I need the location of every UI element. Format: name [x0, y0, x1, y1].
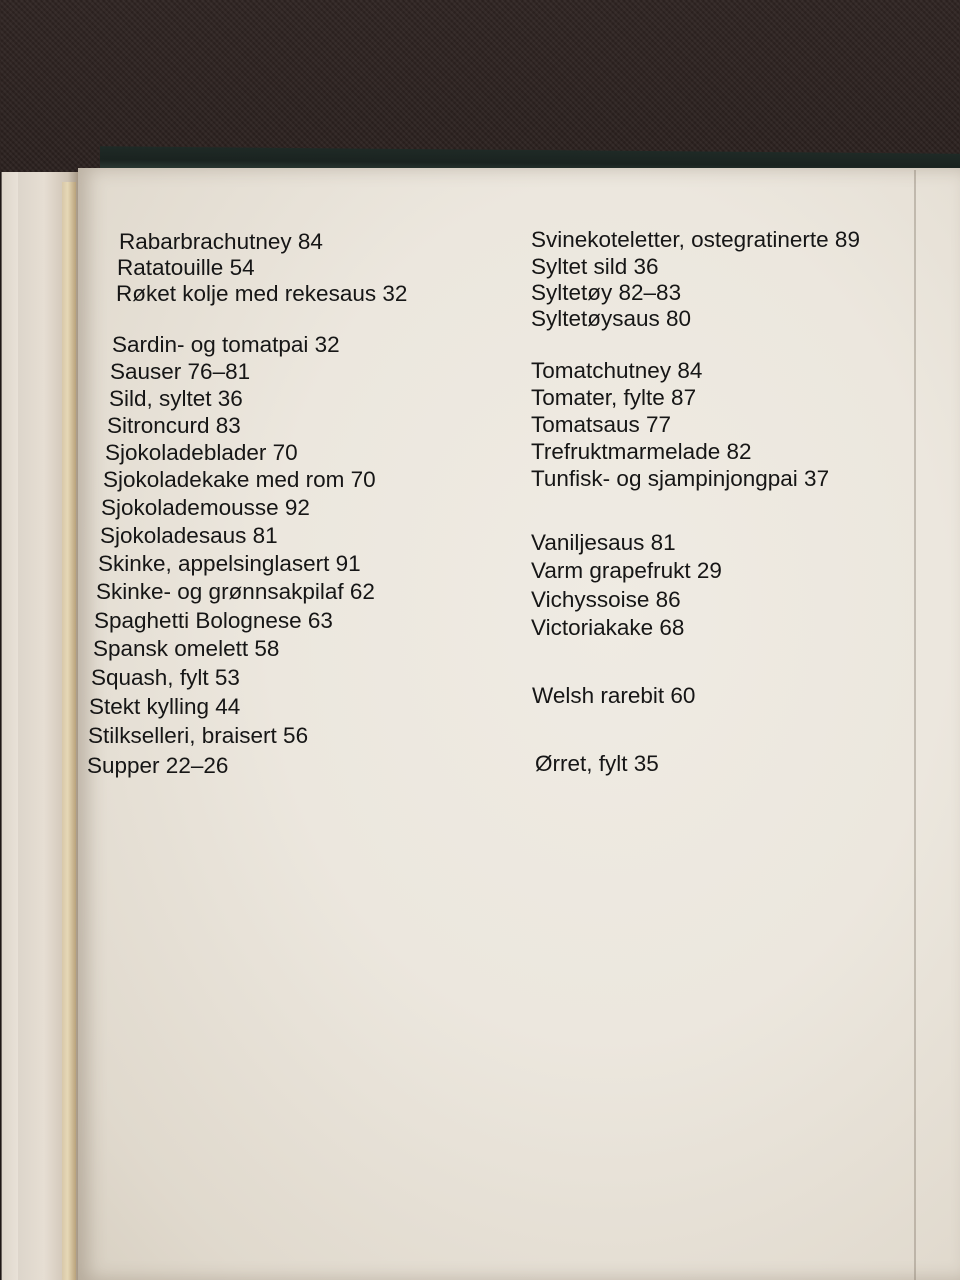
- index-entry: Ratatouille 54: [117, 255, 255, 280]
- index-entry: Syltet sild 36: [531, 254, 659, 279]
- index-entry: Sardin- og tomatpai 32: [112, 332, 340, 357]
- index-entry: Skinke, appelsinglasert 91: [98, 551, 361, 576]
- index-entry: Spansk omelett 58: [93, 636, 280, 661]
- index-entry: Rabarbrachutney 84: [119, 229, 323, 254]
- index-entry: Vaniljesaus 81: [531, 530, 676, 555]
- index-entry: Sjokoladesaus 81: [100, 523, 278, 548]
- index-entry: Trefruktmarmelade 82: [531, 439, 752, 464]
- index-entry: Sild, syltet 36: [109, 386, 243, 411]
- index-entry: Syltetøysaus 80: [531, 306, 692, 331]
- index-entry: Skinke- og grønnsakpilaf 62: [96, 579, 375, 604]
- index-entry: Tomatchutney 84: [531, 358, 703, 383]
- index-entry: Sitroncurd 83: [107, 413, 241, 438]
- index-entry: Tomatsaus 77: [531, 412, 672, 437]
- index-entry: Spaghetti Bolognese 63: [94, 608, 333, 633]
- index-entry: Supper 22–26: [87, 753, 229, 778]
- index-entry: Syltetøy 82–83: [531, 280, 682, 305]
- left-page: [0, 172, 80, 1280]
- index-entry: Røket kolje med rekesaus 32: [116, 281, 408, 306]
- index-entry: Sjokoladekake med rom 70: [103, 467, 376, 492]
- index-entry: Ørret, fylt 35: [535, 751, 659, 776]
- book-binding: [62, 182, 76, 1280]
- index-entry: Welsh rarebit 60: [532, 683, 696, 708]
- index-entry: Vichyssoise 86: [531, 587, 681, 612]
- index-entry: Squash, fylt 53: [91, 665, 240, 690]
- index-entry: Tunfisk- og sjampinjongpai 37: [531, 466, 830, 491]
- index-entry: Varm grapefrukt 29: [531, 558, 722, 583]
- index-entry: Stilkselleri, braisert 56: [88, 723, 309, 748]
- index-entry: Svinekoteletter, ostegratinerte 89: [531, 227, 860, 252]
- index-entry: Victoriakake 68: [531, 615, 685, 640]
- index-entry: Sjokolademousse 92: [101, 495, 310, 520]
- page-fold-line: [914, 170, 916, 1280]
- index-entry: Tomater, fylte 87: [531, 385, 697, 410]
- index-entry: Sjokoladeblader 70: [105, 440, 298, 465]
- page-gutter: [0, 172, 18, 1280]
- index-entry: Stekt kylling 44: [89, 694, 241, 719]
- index-entry: Sauser 76–81: [110, 359, 251, 384]
